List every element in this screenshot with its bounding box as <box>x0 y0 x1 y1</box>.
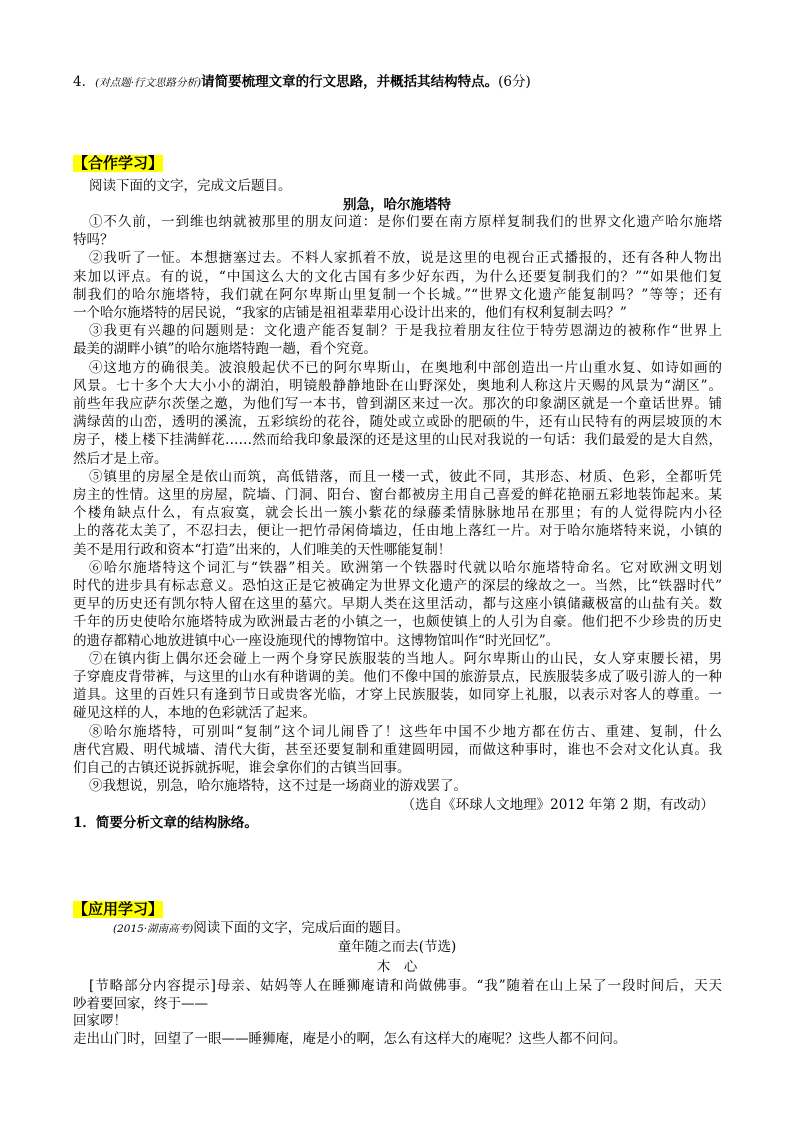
article-line: ⑥哈尔施塔特这个词汇与“铁器”相关。欧洲第一个铁器时代就以哈尔施塔特命名。它对欧洲文明划 <box>89 559 722 576</box>
article-line: 满绿茵的山峦，透明的溪流，五彩缤纷的花谷，随处或立或卧的肥硕的牛，还有山民特有的两层坡顶的木 <box>73 414 722 431</box>
article-line: 一个哈尔施塔特的居民说，“我家的店铺是祖祖辈辈用心设计出来的，他们有权利复制去吗？” <box>73 305 627 322</box>
article-line: 风景。七十多个大大小小的湖泊，明镜般静静地卧在山野深处，奥地利人称这片天赐的风景为“湖区”。 <box>73 377 722 394</box>
question-4-prompt: 请简要梳理文章的行文思路，并概括其结构特点。 <box>201 74 499 90</box>
article-paragraph-8 <box>73 723 722 778</box>
article-line: 更早的历史还有凯尔特人留在这里的墓穴。早期人类在这里活动，都与这座小镇储藏极富的山盐有关。数 <box>73 596 722 613</box>
article-line: 碰见这样的人，本地的色彩就活了起来。 <box>73 705 316 722</box>
article-line: ④这地方的确很美。波浪般起伏不已的阿尔卑斯山，在奥地利中部创造出一片山重水复、如诗如画的 <box>89 359 722 376</box>
article-line: 最美的湖畔小镇”的哈尔施塔特跑一趟，看个究竟。 <box>73 341 377 358</box>
section-header-applied <box>73 901 722 918</box>
question-4-score: (6分) <box>498 74 531 90</box>
article-paragraph-7 <box>73 650 722 723</box>
question-4 <box>73 73 722 92</box>
section-header-label: 【应用学习】 <box>73 900 164 918</box>
section-header-cooperative <box>73 155 722 172</box>
article-paragraph-6 <box>73 559 722 650</box>
article-paragraph-4 <box>73 359 722 468</box>
article-line: 道具。这里的百姓只有逢到节日或贵客光临，才穿上民族服装，如同穿上礼服，以表示对客人的尊重。一 <box>73 687 722 704</box>
article-line: 的遗存都精心地放进镇中心一座设施现代的博物馆中。这博物馆叫作“时光回忆”。 <box>73 632 560 649</box>
applied-instruction: 阅读下面的文字，完成后面的题目。 <box>193 920 410 936</box>
article-paragraph-5 <box>73 468 722 559</box>
article-line: 房主的性情。这里的房屋，院墙、门洞、阳台、窗台都被房主用自己喜爱的鲜花艳丽五彩地装饰起来。某 <box>73 487 722 504</box>
article-line: ⑦在镇内街上偶尔还会碰上一两个身穿民族服装的当地人。阿尔卑斯山的山民，女人穿束腰长裙，男 <box>89 650 722 667</box>
article-line: 制我们的哈尔施塔特，我们就在阿尔卑斯山里复制一个长城。”“世界文化遗产能复制吗？”等等；还有 <box>73 286 722 303</box>
article-line: ③我更有兴趣的问题则是：文化遗产能否复制？于是我拉着朋友往位于特劳恩湖边的被称作“世界上 <box>89 323 722 340</box>
article-line: 千年的历史使哈尔施塔特成为欧洲最古老的小镇之一，也颇使镇上的人引为自豪。他们把不少珍贵的历史 <box>73 614 722 631</box>
excerpt-line: 吵着要回家，终于—— <box>73 995 208 1012</box>
question-4-tag: (对点题·行文思路分析) <box>95 77 202 89</box>
article-line: ⑨我想说，别急，哈尔施塔特，这不过是一场商业的游戏罢了。 <box>89 778 467 795</box>
excerpt-author: 木 心 <box>376 959 418 975</box>
article-line: 个楼角缺点什么，有点寂寞，就会长出一簇小紫花的绿藤柔情脉脉地吊在那里；有的人觉得院内小径 <box>73 505 722 522</box>
article-paragraph-9 <box>73 777 722 795</box>
excerpt-title: 童年随之而去(节选) <box>337 939 457 955</box>
article-title: 别急，哈尔施塔特 <box>343 197 451 213</box>
article-line: ⑤镇里的房屋全是依山而筑，高低错落，而且一楼一式，彼此不同，其形态、材质、色彩，全都听凭 <box>89 468 722 485</box>
article-line: 子穿鹿皮背带裤，与这里的山水有种谐调的美。他们不像中国的旅游景点，民族服装多成了吸引游人的一种 <box>73 669 722 686</box>
article-paragraph-1 <box>73 213 722 249</box>
article-paragraph-2 <box>73 249 722 322</box>
article-line: 来加以评点。有的说，“中国这么大的文化古国有多少好东西，为什么还要复制我们的？”“如果他们复 <box>73 268 722 285</box>
article-line: ⑧哈尔施塔特，可别叫“复制”这个词儿闹昏了！这些年中国不少地方都在仿古、重建、复制，什么 <box>89 723 722 740</box>
excerpt-line: 走出山门时，回望了一眼——睡狮庵，庵是小的啊，怎么有这样大的庵呢？这些人都不问问。 <box>73 1030 627 1047</box>
article-line: 们自己的古镇还说拆就拆呢，谁会拿你们的古镇当回事。 <box>73 760 411 777</box>
article-line: 时代的进步具有标志意义。恐怕这正是它被确定为世界文化遗产的深层的缘故之一。当然，比“铁器时代” <box>73 578 722 595</box>
article-line: 美不是用行政和资本“打造”出来的，人们唯美的天性哪能复制！ <box>73 541 452 558</box>
article-line: 然后才是上帝。 <box>73 450 168 467</box>
article-paragraph-3 <box>73 322 722 358</box>
excerpt-line: [节略部分内容提示]母亲、姑妈等人在睡狮庵请和尚做佛事。“我”随着在山上呆了一段时间后，天天 <box>89 978 722 994</box>
article-line: 唐代宫殿、明代城墙、清代大街，甚至还要复制和重建圆明园，而做这种事时，谁也不会对文化认真。我 <box>73 741 722 758</box>
question-1: 1．简要分析文章的结构脉络。 <box>73 814 258 831</box>
article-body <box>73 213 722 832</box>
article-line: 房子，楼上楼下挂满鲜花……然而给我印象最深的还是这里的山民对我说的一句话：我们最爱的是大自然， <box>73 432 722 449</box>
article-line: ②我听了一怔。本想搪塞过去。不料人家抓着不放，说是这里的电视台正式播报的，还有各种人物出 <box>89 250 722 267</box>
article-source: （选自《环球人文地理》2012 年第 2 期，有改动） <box>401 796 714 813</box>
article-line: 前些年我应萨尔茨堡之邀，为他们写一本书，曾到湖区来过一次。那次的印象湖区就是一个童话世界。铺 <box>73 396 722 413</box>
excerpt-body <box>73 978 722 1048</box>
exam-source-tag: (2015·湖南高考) <box>113 923 194 935</box>
reading-instruction: 阅读下面的文字，完成文后题目。 <box>89 178 292 194</box>
applied-instruction-line <box>113 919 673 938</box>
article-line: ①不久前，一到维也纳就被那里的朋友问道：是你们要在南方原样复制我们的世界文化遗产哈尔施塔 <box>89 214 722 230</box>
question-4-number: 4． <box>73 74 96 90</box>
excerpt-line: 回家啰！ <box>73 1013 127 1030</box>
article-line: 上的落花太美了，不忍扫去，便让一把竹帚闲倚墙边，任由地上落红一片。对于哈尔施塔特来说，小镇的 <box>73 523 722 540</box>
section-header-label: 【合作学习】 <box>73 154 164 172</box>
article-line: 特吗？ <box>73 232 114 249</box>
